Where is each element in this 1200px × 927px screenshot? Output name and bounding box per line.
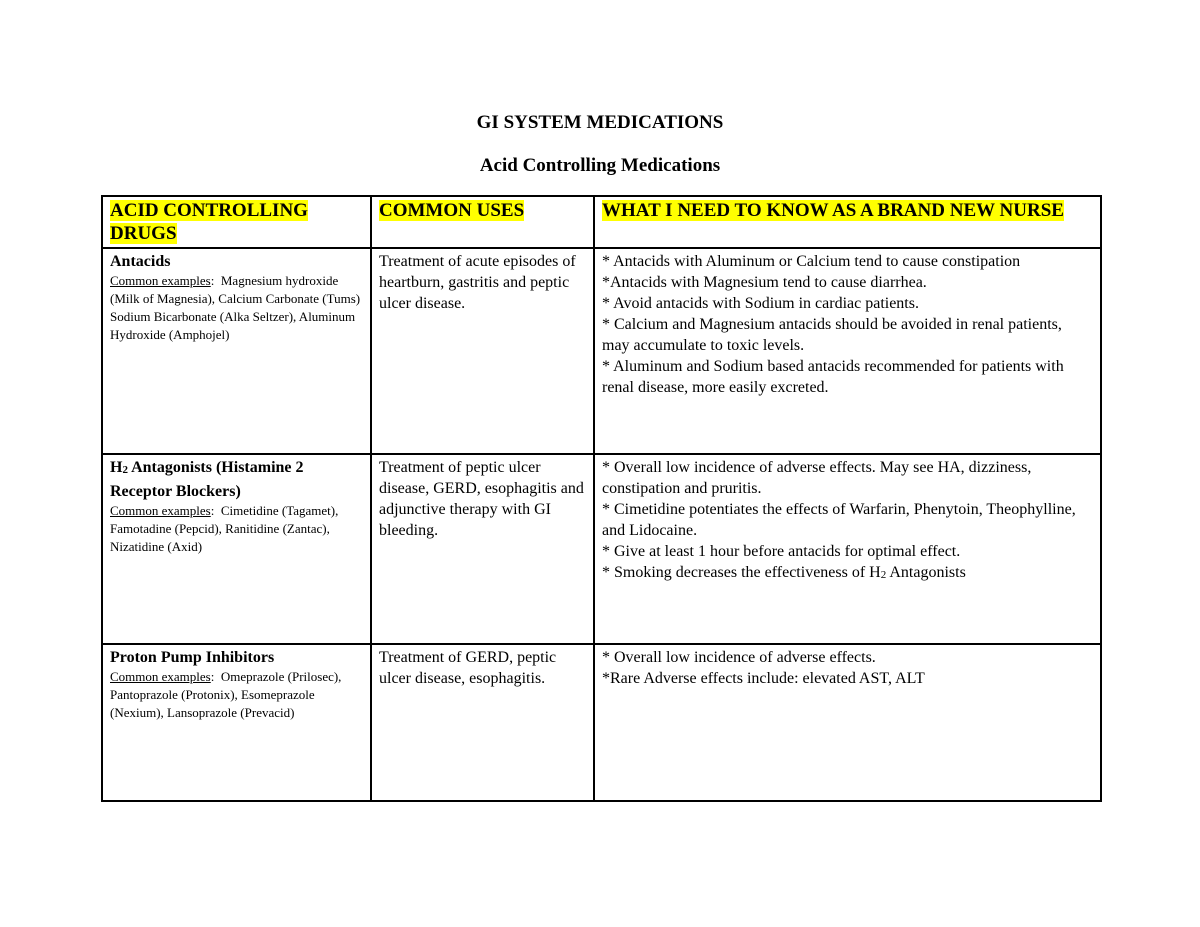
uses-text: Treatment of peptic ulcer disease, GERD, esophagitis and adjunctive therapy with GI bleeding. xyxy=(379,459,584,539)
notes-cell xyxy=(594,644,1101,801)
uses-cell xyxy=(371,644,594,801)
note-prefix: * Smoking decreases the effectiveness of H xyxy=(602,564,881,581)
table-row xyxy=(102,248,1101,454)
notes-list xyxy=(602,251,1093,398)
note-subscript: 2 xyxy=(880,569,887,581)
examples-label: Common examples xyxy=(110,669,211,684)
drug-cell xyxy=(102,644,371,801)
drug-examples: Common examples: Cimetidine (Tagamet), Famotadine (Pepcid), Ranitidine (Zantac), Nizatidine (Axid) xyxy=(110,503,339,554)
table-row xyxy=(102,644,1101,801)
uses-cell xyxy=(371,454,594,644)
header-drugs-label: ACID CONTROLLING DRUGS xyxy=(110,200,308,244)
examples-text: Omeprazole (Prilosec), Pantoprazole (Protonix), Esomeprazole (Nexium), Lansoprazole (Prevacid) xyxy=(110,669,342,720)
examples-label: Common examples xyxy=(110,503,211,518)
drug-cell xyxy=(102,454,371,644)
note-item: *Rare Adverse effects include: elevated AST, ALT xyxy=(602,670,925,687)
note-item: * Aluminum and Sodium based antacids recommended for patients with renal disease, more easily excreted. xyxy=(602,358,1064,396)
note-item: * Cimetidine potentiates the effects of Warfarin, Phenytoin, Theophylline, and Lidocaine. xyxy=(602,501,1076,539)
notes-list xyxy=(602,647,1093,689)
drug-examples: Common examples: Magnesium hydroxide (Milk of Magnesia), Calcium Carbonate (Tums) Sodium Bicarbonate (Alka Seltzer), Aluminum Hydroxide (Amphojel) xyxy=(110,273,361,342)
uses-text: Treatment of GERD, peptic ulcer disease, esophagitis. xyxy=(379,649,557,687)
document-title: GI SYSTEM MEDICATIONS xyxy=(476,112,724,133)
header-know xyxy=(594,196,1101,248)
uses-text: Treatment of acute episodes of heartburn, gastritis and peptic ulcer disease. xyxy=(379,253,576,312)
drug-name xyxy=(110,457,363,502)
note-item: * Avoid antacids with Sodium in cardiac patients. xyxy=(602,295,919,312)
document-subtitle: Acid Controlling Medications xyxy=(479,155,721,176)
drug-name-rest: Antagonists (Histamine 2 Receptor Blockers) xyxy=(110,459,304,500)
notes-list xyxy=(602,457,1093,586)
drug-name-subscript: 2 xyxy=(122,464,128,476)
header-uses-label: COMMON USES xyxy=(379,200,525,221)
drug-cell xyxy=(102,248,371,454)
examples-label: Common examples xyxy=(110,273,211,288)
header-drugs xyxy=(102,196,371,248)
notes-cell xyxy=(594,248,1101,454)
note-item: * Overall low incidence of adverse effects. xyxy=(602,649,876,666)
drug-examples: Common examples: Omeprazole (Prilosec), Pantoprazole (Protonix), Esomeprazole (Nexium), Lansoprazole (Prevacid) xyxy=(110,669,342,720)
drug-name: Proton Pump Inhibitors xyxy=(110,649,275,666)
medications-table xyxy=(101,195,1102,802)
note-rest: Antagonists xyxy=(886,564,966,581)
uses-cell xyxy=(371,248,594,454)
examples-text: Magnesium hydroxide (Milk of Magnesia), Calcium Carbonate (Tums) Sodium Bicarbonate (Alka Seltzer), Aluminum Hydroxide (Amphojel) xyxy=(110,273,361,342)
note-item xyxy=(602,562,1093,586)
drug-name: Antacids xyxy=(110,253,171,270)
examples-text: Cimetidine (Tagamet), Famotadine (Pepcid), Ranitidine (Zantac), Nizatidine (Axid) xyxy=(110,503,339,554)
note-item: * Antacids with Aluminum or Calcium tend to cause constipation xyxy=(602,253,1021,270)
drug-name-prefix: H xyxy=(110,459,123,476)
table-row xyxy=(102,454,1101,644)
notes-cell xyxy=(594,454,1101,644)
header-uses xyxy=(371,196,594,248)
note-item: * Calcium and Magnesium antacids should be avoided in renal patients, may accumulate to toxic levels. xyxy=(602,316,1062,354)
header-know-label: WHAT I NEED TO KNOW AS A BRAND NEW NURSE xyxy=(602,200,1064,221)
note-item: * Give at least 1 hour before antacids for optimal effect. xyxy=(602,543,961,560)
note-item: * Overall low incidence of adverse effects. May see HA, dizziness, constipation and pruritis. xyxy=(602,459,1032,497)
note-item: *Antacids with Magnesium tend to cause diarrhea. xyxy=(602,274,927,291)
table-header-row xyxy=(102,196,1101,248)
